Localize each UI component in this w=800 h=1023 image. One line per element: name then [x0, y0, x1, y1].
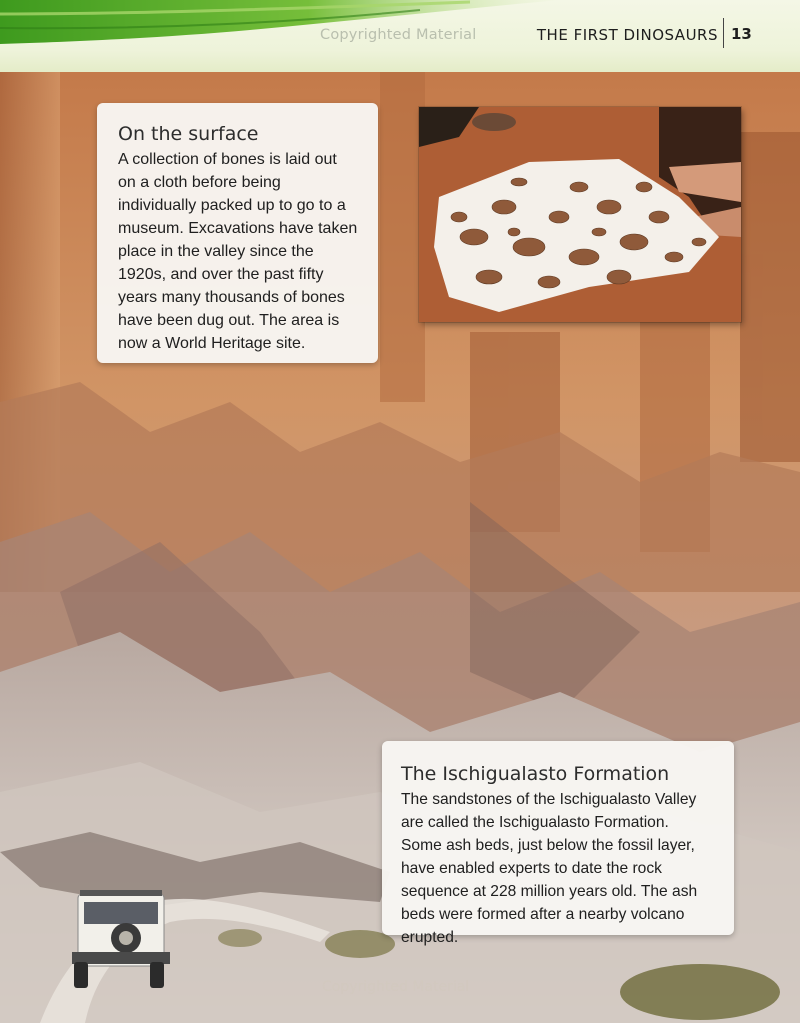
- caption-ischigualasto-formation: [382, 741, 734, 946]
- bones-on-cloth-photo: [419, 107, 741, 322]
- copyright-watermark-bottom: Copyrighted Material: [322, 979, 470, 995]
- caption-title: The Ischigualasto Formation: [401, 763, 670, 785]
- running-head: THE FIRST DINOSAURS: [536, 26, 718, 44]
- page-header: [0, 0, 800, 72]
- caption-body: A collection of bones is laid out on a cloth before being individually packed up to go to a museum. Excavations have taken place in the valley since the 1920s, and over the past fifty years many thousands of bones have been dug out. The area is now a World Heritage site.: [118, 151, 358, 352]
- caption-on-the-surface: [97, 103, 378, 363]
- copyright-watermark-top: Copyrighted Material: [320, 27, 477, 43]
- caption-title: On the surface: [118, 123, 259, 145]
- page-number: 13: [731, 25, 752, 43]
- caption-body: The sandstones of the Ischigualasto Valley are called the Ischigualasto Formation. Some ash beds, just below the fossil layer, have enabled experts to date the rock sequence at 228 million years old. The ash beds were formed after a nearby volcano erupted.: [401, 791, 698, 946]
- header-divider: [723, 18, 724, 48]
